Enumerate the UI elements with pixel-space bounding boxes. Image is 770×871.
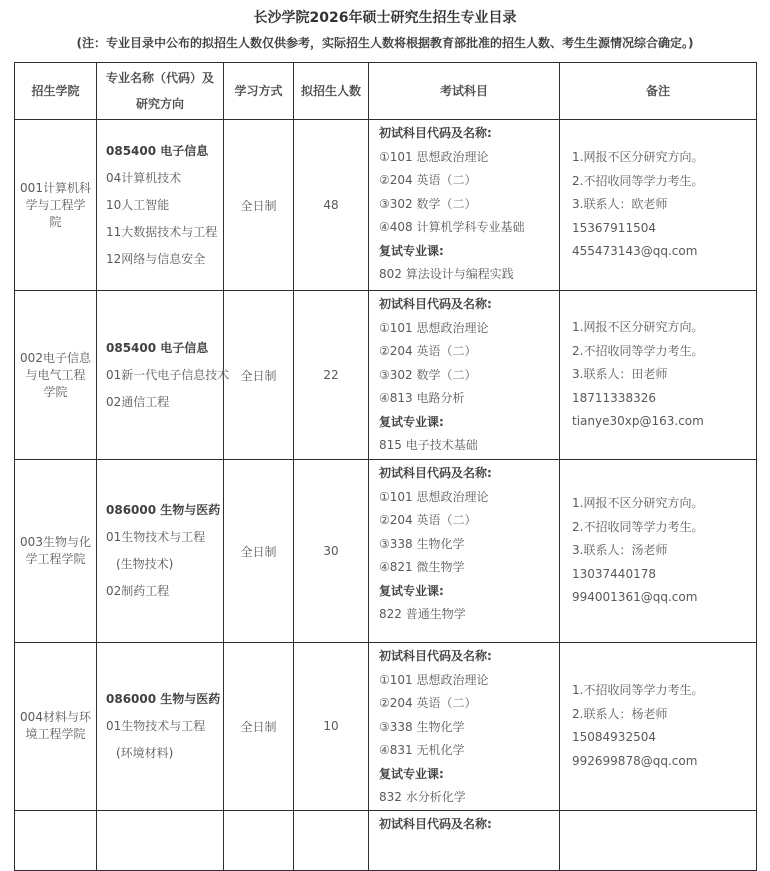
enrollment-count: 48 <box>294 120 369 291</box>
table-row <box>15 291 757 460</box>
major-code: 086000 生物与医药 <box>106 691 221 706</box>
exam-retest-label: 复试专业课: <box>379 243 444 258</box>
header-remarks: 备注 <box>560 63 757 120</box>
enrollment-count: 22 <box>294 291 369 460</box>
exam-subject-line: ③338 生物化学 <box>379 719 465 734</box>
remarks-cell <box>560 810 757 870</box>
college-cell: 002电子信息与电气工程学院 <box>15 291 97 460</box>
remark-line: 2.不招收同等学力考生。 <box>572 173 704 188</box>
page-title: 长沙学院2026年硕士研究生招生专业目录 <box>253 10 517 26</box>
exam-subject-line: ③302 数学（二） <box>379 196 477 211</box>
remark-contact-phone: 13037440178 <box>572 566 656 581</box>
direction-line: (生物技术) <box>116 557 174 571</box>
study-mode <box>224 810 294 870</box>
remark-contact-phone: 18711338326 <box>572 390 656 405</box>
direction-line: 01生物技术与工程 <box>106 718 206 733</box>
exam-subject-line: ②204 英语（二） <box>379 344 477 358</box>
page-note: (注：专业目录中公布的拟招生人数仅供参考，实际招生人数将根据教育部批准的招生人数、考生生源情况综合确定。) <box>76 36 694 50</box>
remark-line: 3.联系人：欧老师 <box>572 197 668 212</box>
exam-subject-line: ①101 思想政治理论 <box>379 320 489 335</box>
exam-subject-line: ③302 数学（二） <box>379 367 477 382</box>
exam-initial-label: 初试科目代码及名称: <box>379 816 492 831</box>
header-college: 招生学院 <box>15 63 97 120</box>
exam-initial-label: 初试科目代码及名称: <box>379 297 492 311</box>
exam-subject-line: ④813 电路分析 <box>379 391 465 405</box>
direction-line: 10人工智能 <box>106 197 170 212</box>
exam-initial-label: 初试科目代码及名称: <box>379 649 492 663</box>
remark-contact-email: tianye30xp@163.com <box>572 414 704 429</box>
exam-subject-line: ④831 无机化学 <box>379 743 465 757</box>
remarks-cell <box>560 460 757 643</box>
remarks-cell <box>560 120 757 291</box>
exam-subjects-cell <box>369 810 560 870</box>
exam-subject-line: ②204 英语（二） <box>379 696 477 710</box>
exam-subjects-cell <box>369 120 560 291</box>
remark-line: 3.联系人：田老师 <box>572 367 668 382</box>
remark-contact-email: 455473143@qq.com <box>572 244 698 259</box>
major-cell <box>97 460 224 643</box>
enrollment-count: 10 <box>294 643 369 811</box>
table-row <box>15 460 757 643</box>
study-mode: 全日制 <box>224 460 294 643</box>
exam-retest-course: 815 电子技术基础 <box>379 438 478 452</box>
table-row-partial <box>15 810 757 870</box>
remarks-cell <box>560 643 757 811</box>
study-mode: 全日制 <box>224 120 294 291</box>
enrollment-count <box>294 810 369 870</box>
major-cell <box>97 291 230 460</box>
exam-subject-line: ①101 思想政治理论 <box>379 149 489 164</box>
exam-subjects-cell <box>369 460 560 643</box>
remark-contact-email: 994001361@qq.com <box>572 590 698 605</box>
exam-subject-line: ①101 思想政治理论 <box>379 489 489 504</box>
exam-subject-line: ②204 英语（二） <box>379 513 477 527</box>
direction-line: (环境材料) <box>116 745 174 760</box>
table-header-row <box>15 63 757 120</box>
remark-line: 3.联系人：汤老师 <box>572 543 668 558</box>
direction-line: 04计算机技术 <box>106 170 182 185</box>
remark-contact-phone: 15084932504 <box>572 730 656 745</box>
exam-initial-label: 初试科目代码及名称: <box>379 466 492 480</box>
exam-initial-label: 初试科目代码及名称: <box>379 126 492 140</box>
header-major: 专业名称（代码）及研究方向 <box>97 63 224 120</box>
study-mode: 全日制 <box>224 291 294 460</box>
direction-line: 01生物技术与工程 <box>106 530 206 544</box>
exam-retest-label: 复试专业课: <box>379 414 444 429</box>
remark-line: 2.不招收同等学力考生。 <box>572 343 704 358</box>
study-mode: 全日制 <box>224 643 294 811</box>
header-enrollment: 拟招生人数 <box>294 63 369 120</box>
exam-subject-line: ④821 微生物学 <box>379 560 465 574</box>
exam-subject-line: ③338 生物化学 <box>379 536 465 551</box>
exam-retest-label: 复试专业课: <box>379 583 444 598</box>
direction-line: 01新一代电子信息技术 <box>106 367 230 382</box>
exam-subject-line: ①101 思想政治理论 <box>379 672 489 687</box>
remark-contact-phone: 15367911504 <box>572 220 656 235</box>
remark-line: 1.不招收同等学力考生。 <box>572 683 704 698</box>
direction-line: 02制药工程 <box>106 584 170 598</box>
table-row <box>15 643 757 811</box>
direction-line: 02通信工程 <box>106 394 170 409</box>
header-study-mode: 学习方式 <box>224 63 294 120</box>
direction-line: 12网络与信息安全 <box>106 251 206 266</box>
enrollment-count: 30 <box>294 460 369 643</box>
major-code: 085400 电子信息 <box>106 340 209 355</box>
remark-contact-email: 992699878@qq.com <box>572 753 698 768</box>
remark-line: 1.网报不区分研究方向。 <box>572 150 704 165</box>
exam-subject-line: ④408 计算机学科专业基础 <box>379 220 525 234</box>
remark-line: 1.网报不区分研究方向。 <box>572 496 704 511</box>
major-code: 085400 电子信息 <box>106 143 209 158</box>
exam-subjects-cell <box>369 291 560 460</box>
header-exam-subjects: 考试科目 <box>369 63 560 120</box>
remark-line: 2.不招收同等学力考生。 <box>572 519 704 534</box>
direction-line: 11大数据技术与工程 <box>106 224 218 239</box>
major-cell <box>97 120 224 291</box>
college-cell: 003生物与化学工程学院 <box>15 460 97 643</box>
major-cell <box>97 810 224 870</box>
admissions-catalog-table <box>14 62 757 871</box>
college-cell: 001计算机科学与工程学院 <box>15 120 97 291</box>
table-row <box>15 120 757 291</box>
exam-subjects-cell <box>369 643 560 811</box>
remark-line: 2.联系人：杨老师 <box>572 706 668 721</box>
exam-subject-line: ②204 英语（二） <box>379 173 477 187</box>
remark-line: 1.网报不区分研究方向。 <box>572 320 704 335</box>
college-cell <box>15 810 97 870</box>
exam-retest-course: 822 普通生物学 <box>379 607 466 621</box>
college-cell: 004材料与环境工程学院 <box>15 643 97 811</box>
remarks-cell <box>560 291 757 460</box>
major-code: 086000 生物与医药 <box>106 503 221 517</box>
exam-retest-label: 复试专业课: <box>379 766 444 781</box>
exam-retest-course: 832 水分析化学 <box>379 790 466 804</box>
exam-retest-course: 802 算法设计与编程实践 <box>379 267 514 281</box>
major-cell <box>97 643 224 811</box>
